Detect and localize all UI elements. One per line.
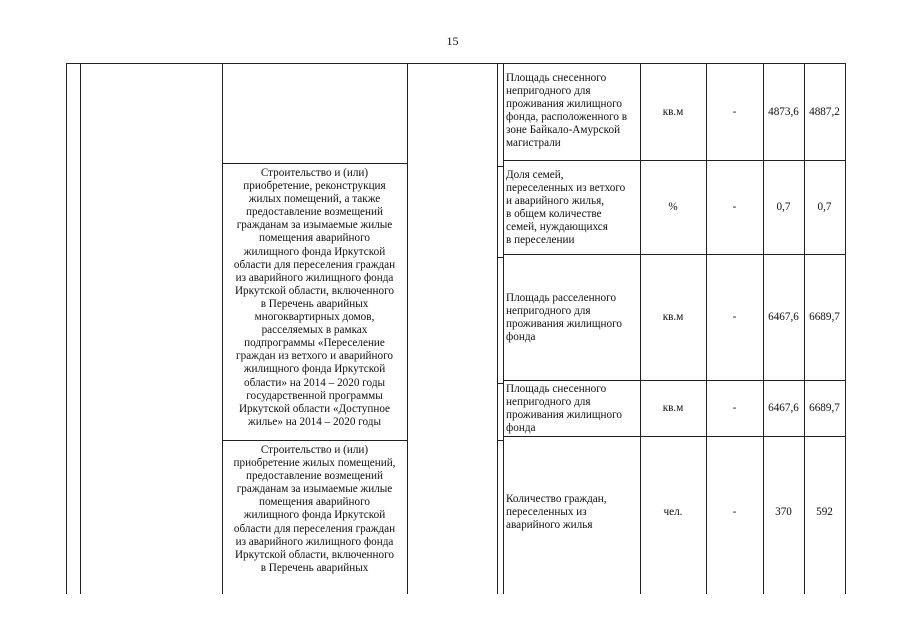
row-line: [222, 440, 407, 441]
measure-cell: Строительство и (или) приобретение, реконструкция жилых помещений, а также предоставление возмещений гражданам за изымаемые жилые помещения аварийного жилищного фонда Иркутской области для переселения граждан из аварийного жилищного фонда Иркутской области, включенного в Перечень аварийных многоквартирных домов, расселяемых в рамках подпрограммы «Переселение граждан из ветхого и аварийного жилищного фонда Иркутской области» на 2014 – 2020 годы государственной программы Иркутской области «Доступное жилье» на 2014 – 2020 годы: [233, 167, 396, 428]
indicator-cell: Доля семей, переселенных из ветхого и аварийного жилья, в общем количестве семей, нуждающихся в переселении: [506, 169, 626, 247]
table-border-left: [66, 63, 67, 594]
base-value-cell: -: [732, 201, 737, 213]
value-cell: 4887,2: [809, 105, 840, 118]
value-cell: 0,7: [776, 201, 791, 213]
value-cell: 592: [816, 506, 833, 518]
unit-cell: кв.м: [662, 105, 684, 118]
unit-cell: %: [668, 201, 678, 213]
indicator-cell: Количество граждан, переселенных из аварийного жилья: [506, 493, 607, 532]
unit-cell: чел.: [663, 506, 683, 518]
row-line: [497, 383, 503, 384]
indicator-cell: Площадь расселенного непригодного для проживания жилищного фонда: [506, 292, 623, 344]
row-line: [497, 166, 503, 167]
row-line: [503, 436, 845, 437]
unit-cell: кв.м: [662, 311, 684, 323]
table-column-line: [503, 63, 504, 594]
measure-cell: Строительство и (или) приобретение жилых помещений, предоставление возмещений гражданам за изымаемые жилые помещения аварийного жилищного фонда Иркутской области для переселения граждан из аварийного жилищного фонда Иркутской области, включенного в Перечень аварийных: [233, 444, 396, 574]
value-cell: 6467,6: [768, 402, 799, 414]
base-value-cell: -: [732, 402, 737, 414]
value-cell: 6689,7: [809, 402, 840, 414]
base-value-cell: -: [732, 105, 737, 118]
table-column-line: [407, 63, 408, 594]
page-number: 15: [446, 34, 459, 48]
row-line: [497, 257, 503, 258]
row-line: [497, 440, 503, 441]
indicator-cell: Площадь снесенного непригодного для проживания жилищного фонда: [506, 383, 623, 435]
table-column-line: [497, 63, 498, 594]
value-cell: 4873,6: [768, 105, 799, 118]
value-cell: 370: [775, 506, 792, 518]
value-cell: 6467,6: [768, 311, 799, 323]
indicator-cell: Площадь снесенного непригодного для проживания жилищного фонда, расположенного в зоне Байкало-Амурской магистрали: [506, 72, 628, 150]
base-value-cell: -: [732, 311, 737, 323]
row-line: [222, 163, 407, 164]
base-value-cell: -: [732, 506, 737, 518]
value-cell: 0,7: [817, 201, 832, 213]
unit-cell: кв.м: [662, 402, 684, 414]
table-border-right: [845, 63, 846, 594]
table-column-line: [80, 63, 81, 594]
value-cell: 6689,7: [809, 311, 840, 323]
